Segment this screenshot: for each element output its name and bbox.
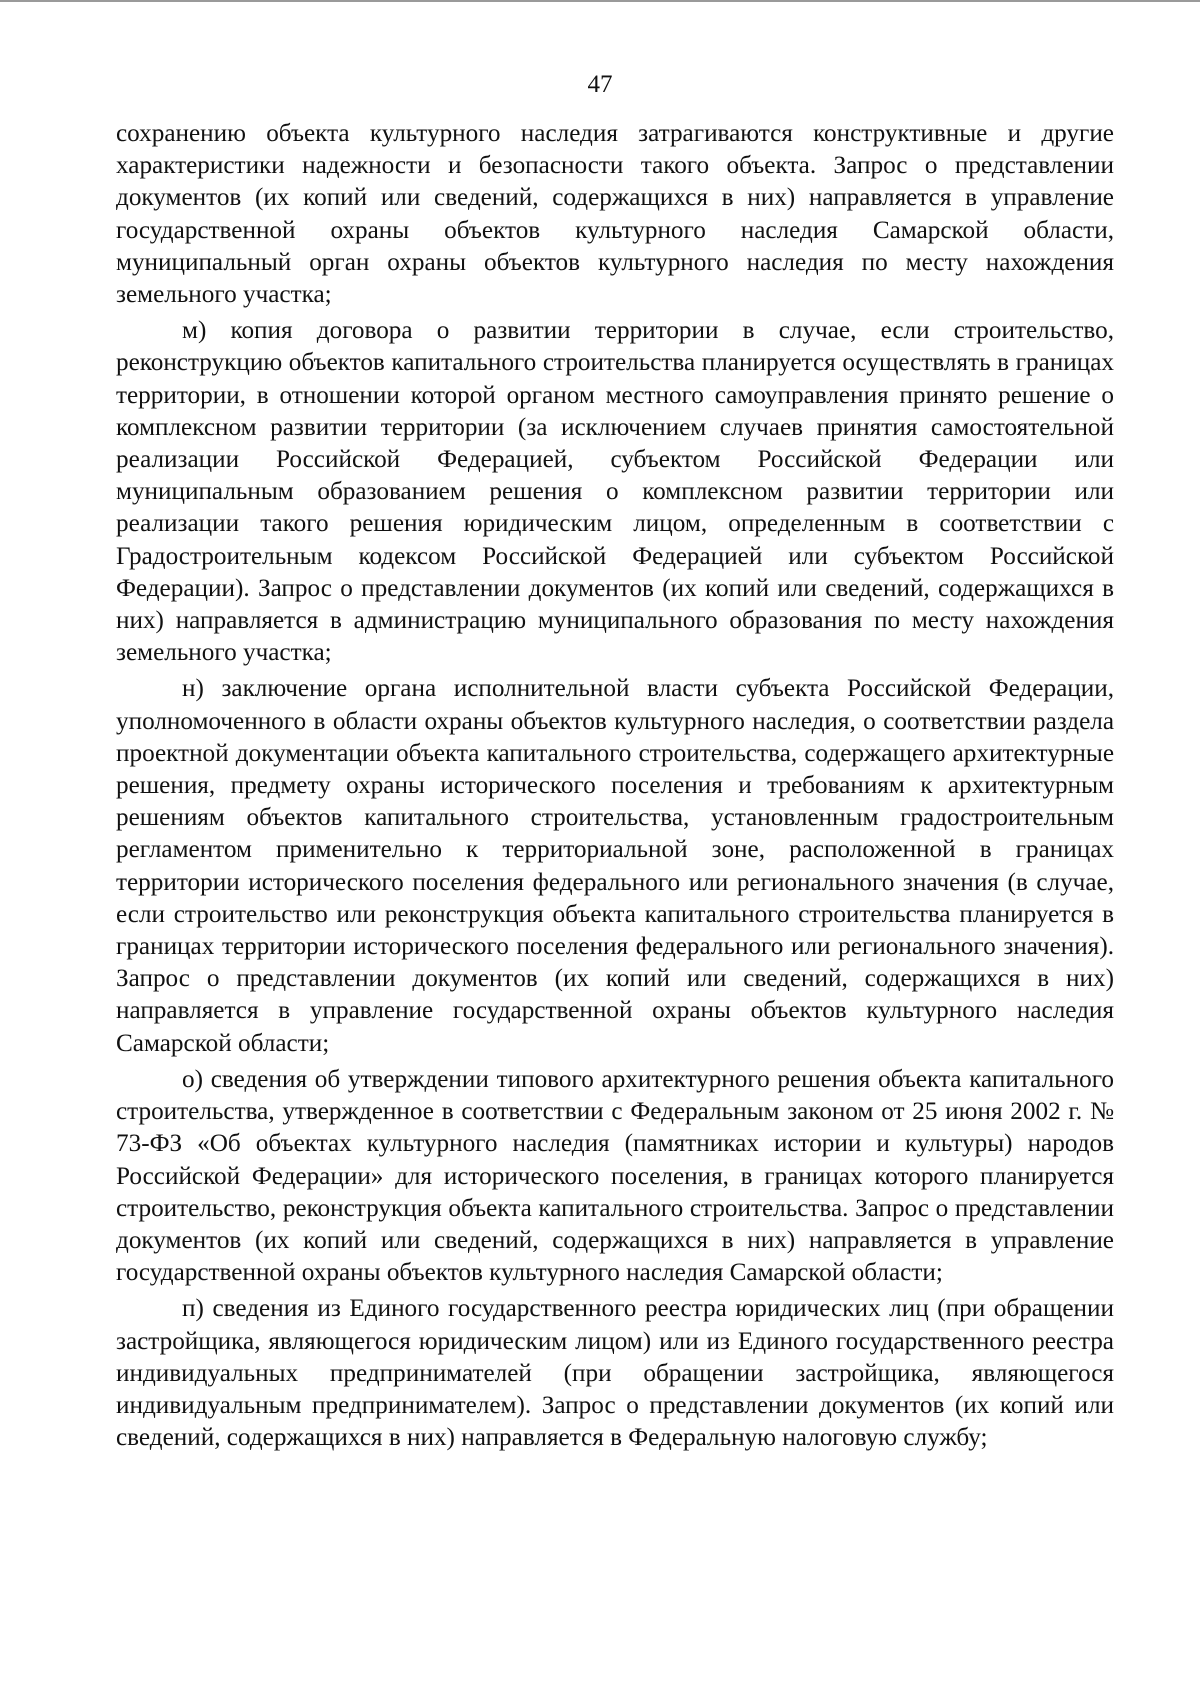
document-body xyxy=(116,118,1114,1454)
page-number: 47 xyxy=(587,71,613,98)
paragraph-continuation: сохранению объекта культурного наследия затрагиваются конструктивные и другие характеристики надежности и безопасности такого объекта. Запрос о представлении документов (их копий или сведений, содержащихся в них) направляется в управление государственной охраны объектов культурного наследия Самарской области, муниципальный орган охраны объектов культурного наследия по месту нахождения земельного участка; xyxy=(116,120,1114,309)
paragraph-item-p: п) сведения из Единого государственного реестра юридических лиц (при обращении застройщика, являющегося юридическим лицом) или из Единого государственного реестра индивидуальных предпринимателей (при обращении застройщика, являющегося индивидуальным предпринимателем). Запрос о представлении документов (их копий или сведений, содержащихся в них) направляется в Федеральную налоговую службу; xyxy=(116,1295,1114,1452)
paragraph-item-m: м) копия договора о развитии территории в случае, если строительство, реконструкцию объектов капитального строительства планируется осуществлять в границах территории, в отношении которой органом местного самоуправления принято решение о комплексном развитии территории (за исключением случаев принятия самостоятельной реализации Российской Федерацией, субъектом Российской Федерации или муниципальным образованием решения о комплексном развитии территории или реализации такого решения юридическим лицом, определенным в соответствии с Градостроительным кодексом Российской Федерацией или субъектом Российской Федерации). Запрос о представлении документов (их копий или сведений, содержащихся в них) направляется в администрацию муниципального образования по месту нахождения земельного участка; xyxy=(116,317,1114,667)
paragraph-item-n: н) заключение органа исполнительной власти субъекта Российской Федерации, уполномоченного в области охраны объектов культурного наследия, о соответствии раздела проектной документации объекта капитального строительства, содержащего архитектурные решения, предмету охраны исторического поселения и требованиям к архитектурным решениям объектов капитального строительства, установленным градостроительным регламентом применительно к территориальной зоне, расположенной в границах территории исторического поселения федерального или регионального значения (в случае, если строительство или реконструкция объекта капитального строительства планируется в границах территории исторического поселения федерального или регионального значения). Запрос о представлении документов (их копий или сведений, содержащихся в них) направляется в управление государственной охраны объектов культурного наследия Самарской области; xyxy=(116,675,1114,1057)
page-top-edge xyxy=(0,0,1200,2)
paragraph-item-o: о) сведения об утверждении типового архитектурного решения объекта капитального строительства, утвержденное в соответствии с Федеральным законом от 25 июня 2002 г. № 73-ФЗ «Об объектах культурного наследия (памятниках истории и культуры) народов Российской Федерации» для исторического поселения, в границах которого планируется строительство, реконструкция объекта капитального строительства. Запрос о представлении документов (их копий или сведений, содержащихся в них) направляется в управление государственной охраны объектов культурного наследия Самарской области; xyxy=(116,1065,1114,1287)
